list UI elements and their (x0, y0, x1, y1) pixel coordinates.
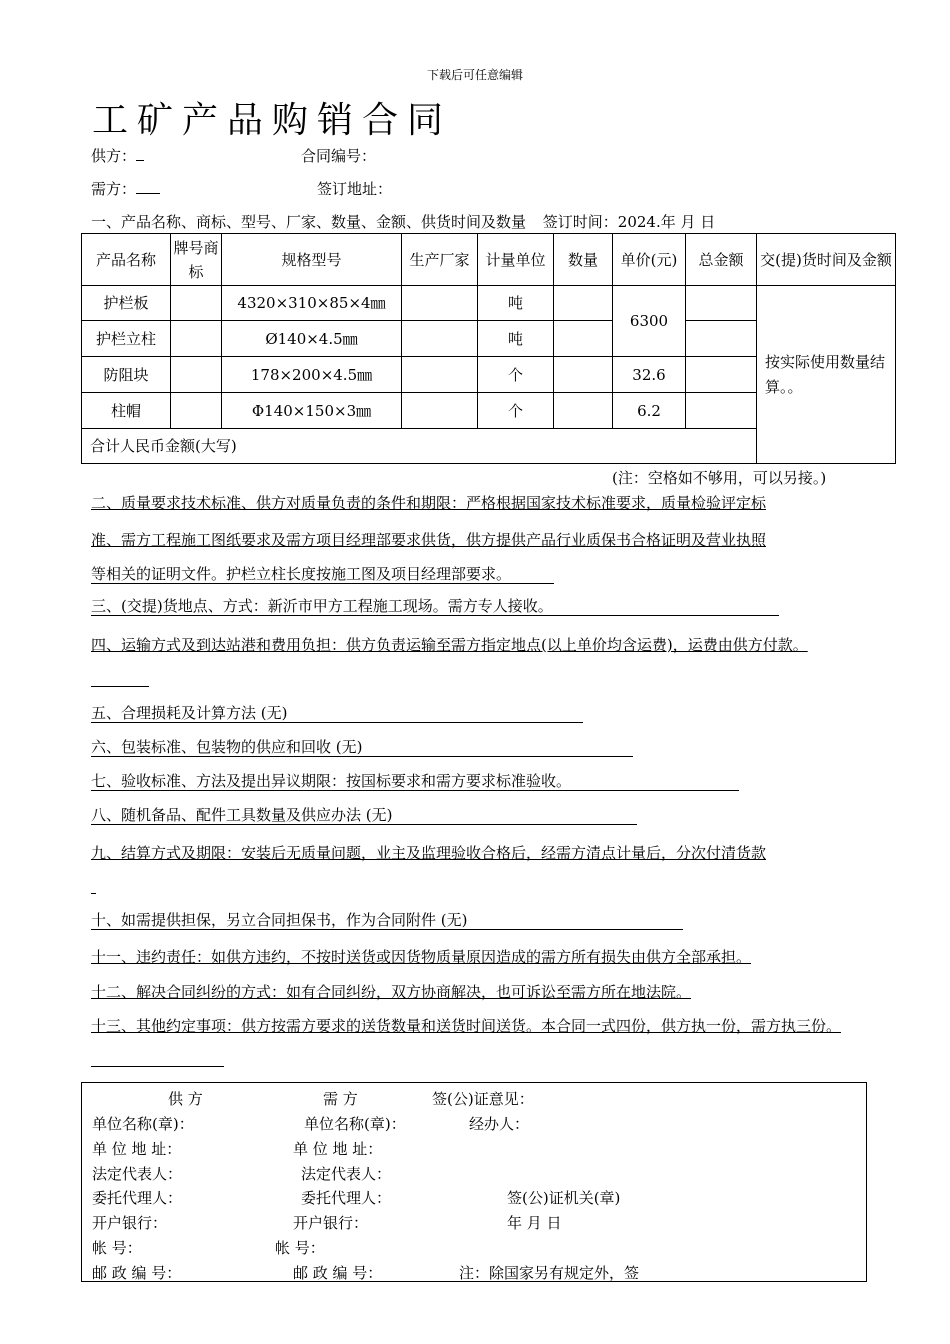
spec-cell: 4320×310×85×4㎜ (222, 286, 402, 321)
clause-12: 十二、解决合同纠纷的方式：如有合同纠纷，双方协商解决，也可诉讼至需方所在地法院。 (91, 983, 692, 1001)
clause-4: 四、运输方式及到达站港和费用负担：供方负责运输至需方指定地点(以上单价均含运费)，运费由供方付款。 (91, 636, 808, 654)
clause-6: 六、包装标准、包装物的供应和回收 (无) (91, 739, 633, 757)
supplier-bank: 开户银行： (92, 1214, 168, 1232)
handler-label: 经办人： (469, 1115, 530, 1133)
clause-8: 八、随机备品、配件工具数量及供应办法 (无) (91, 807, 637, 825)
amount-cell[interactable] (686, 357, 757, 393)
buyer-unit-name: 单位名称(章)： (304, 1115, 406, 1133)
product-name: 护栏立柱 (82, 321, 171, 357)
amount-cell[interactable] (686, 321, 757, 357)
spec-cell: Φ140×150×3㎜ (222, 393, 402, 429)
header-cell: 牌号商标 (171, 234, 222, 286)
signature-box (81, 1082, 867, 1282)
price-cell-merged: 6300 (613, 286, 686, 357)
notary-date: 年 月 日 (507, 1214, 562, 1232)
qty-cell[interactable] (554, 357, 613, 393)
spec-cell: 178×200×4.5㎜ (222, 357, 402, 393)
brand-cell[interactable] (171, 321, 222, 357)
sign-place-label: 签订地址： (317, 180, 393, 198)
buyer-field (91, 178, 160, 199)
supplier-legal-rep: 法定代表人： (92, 1165, 183, 1183)
table-header-row (82, 234, 896, 286)
product-table (81, 233, 896, 464)
buyer-legal-rep: 法定代表人： (301, 1165, 392, 1183)
product-name: 护栏板 (82, 286, 171, 321)
amount-cell[interactable] (686, 286, 757, 321)
section1-heading (91, 211, 715, 232)
contract-no-label: 合同编号： (301, 147, 377, 165)
buyer-bank: 开户银行： (293, 1214, 369, 1232)
clause-2-line2: 准、需方工程施工图纸要求及需方项目经理部要求供货，供方提供产品行业质保书合格证明及营业执照 (91, 531, 767, 549)
supplier-unit-name: 单位名称(章)： (92, 1115, 194, 1133)
maker-cell[interactable] (402, 393, 478, 429)
header-cell: 交(提)货时间及金额 (757, 234, 896, 286)
header-cell: 计量单位 (478, 234, 554, 286)
page-title: 工矿产品购销合同 (92, 100, 453, 141)
clause-3: 三、(交提)货地点、方式：新沂市甲方工程施工现场。需方专人接收。 (91, 598, 779, 616)
clause-11: 十一、违约责任：如供方违约，不按时送货或因货物质量原因造成的需方所有损失由供方全部承担。 (91, 948, 752, 966)
unit-cell: 个 (478, 357, 554, 393)
clause-5: 五、合理损耗及计算方法 (无) (91, 705, 583, 723)
brand-cell[interactable] (171, 393, 222, 429)
brand-cell[interactable] (171, 286, 222, 321)
price-cell: 32.6 (613, 357, 686, 393)
buyer-label: 需方： (91, 180, 137, 198)
supplier-agent: 委托代理人： (92, 1189, 183, 1207)
spec-cell: Ø140×4.5㎜ (222, 321, 402, 357)
total-label: 合计人民币金额(大写) (82, 429, 757, 464)
clause-13: 十三、其他约定事项：供方按需方要求的送货数量和送货时间送货。本合同一式四份，供方执一份，需方执三份。 (91, 1017, 842, 1035)
sign-time: 签订时间：2024.年 月 日 (542, 213, 716, 231)
header-cell: 数量 (554, 234, 613, 286)
maker-cell[interactable] (402, 321, 478, 357)
supplier-address: 单 位 地 址： (92, 1140, 182, 1158)
supplier-label: 供方： (91, 147, 137, 165)
buyer-account: 帐 号： (275, 1239, 325, 1257)
brand-cell[interactable] (171, 357, 222, 393)
delivery-note-cell: 按实际使用数量结算。。 (757, 286, 896, 464)
header-cell: 产品名称 (82, 234, 171, 286)
qty-cell[interactable] (554, 393, 613, 429)
table-note: (注：空格如不够用，可以另接。) (612, 469, 827, 487)
qty-cell[interactable] (554, 321, 613, 357)
qty-cell[interactable] (554, 286, 613, 321)
product-name: 防阻块 (82, 357, 171, 393)
notary-heading: 签(公)证意见： (432, 1090, 534, 1108)
unit-cell: 个 (478, 393, 554, 429)
buyer-address: 单 位 地 址： (293, 1140, 383, 1158)
clause-13-underline (91, 1066, 224, 1067)
clause-4-underline (91, 686, 149, 687)
product-name: 柱帽 (82, 393, 171, 429)
section1-text: 一、产品名称、商标、型号、厂家、数量、金额、供货时间及数量 (91, 213, 527, 231)
unit-cell: 吨 (478, 321, 554, 357)
table-row (82, 286, 896, 321)
clause-2-line3: 等相关的证明文件。护栏立柱长度按施工图及项目经理部要求。 (91, 566, 554, 584)
amount-cell[interactable] (686, 393, 757, 429)
header-cell: 总金额 (686, 234, 757, 286)
buyer-postcode: 邮 政 编 号： (293, 1264, 383, 1282)
buyer-heading: 需 方 (323, 1090, 358, 1108)
maker-cell[interactable] (402, 286, 478, 321)
buyer-blank[interactable] (136, 179, 160, 194)
supplier-blank[interactable] (136, 146, 144, 161)
supplier-heading: 供 方 (168, 1090, 203, 1108)
supplier-account: 帐 号： (92, 1239, 142, 1257)
supplier-field (91, 145, 144, 166)
supplier-postcode: 邮 政 编 号： (92, 1264, 182, 1282)
clause-10: 十、如需提供担保，另立合同担保书，作为合同附件 (无) (91, 912, 683, 930)
unit-cell: 吨 (478, 286, 554, 321)
notary-footnote: 注：除国家另有规定外，签 (459, 1264, 640, 1282)
price-cell: 6.2 (613, 393, 686, 429)
maker-cell[interactable] (402, 357, 478, 393)
clause-7: 七、验收标准、方法及提出异议期限：按国标要求和需方要求标准验收。 (91, 773, 739, 791)
clause-2-line1: 二、质量要求技术标准、供方对质量负责的条件和期限：严格根据国家技术标准要求，质量检验评定标 (91, 494, 767, 512)
header-cell: 生产厂家 (402, 234, 478, 286)
header-cell: 单价(元) (613, 234, 686, 286)
clause-9-underline (91, 893, 96, 894)
buyer-agent: 委托代理人： (301, 1189, 392, 1207)
header-cell: 规格型号 (222, 234, 402, 286)
clause-9: 九、结算方式及期限：安装后无质量问题，业主及监理验收合格后，经需方清点计量后，分次付清货款 (91, 844, 767, 862)
header-note: 下载后可任意编辑 (426, 68, 523, 82)
notary-org: 签(公)证机关(章) (507, 1189, 621, 1207)
